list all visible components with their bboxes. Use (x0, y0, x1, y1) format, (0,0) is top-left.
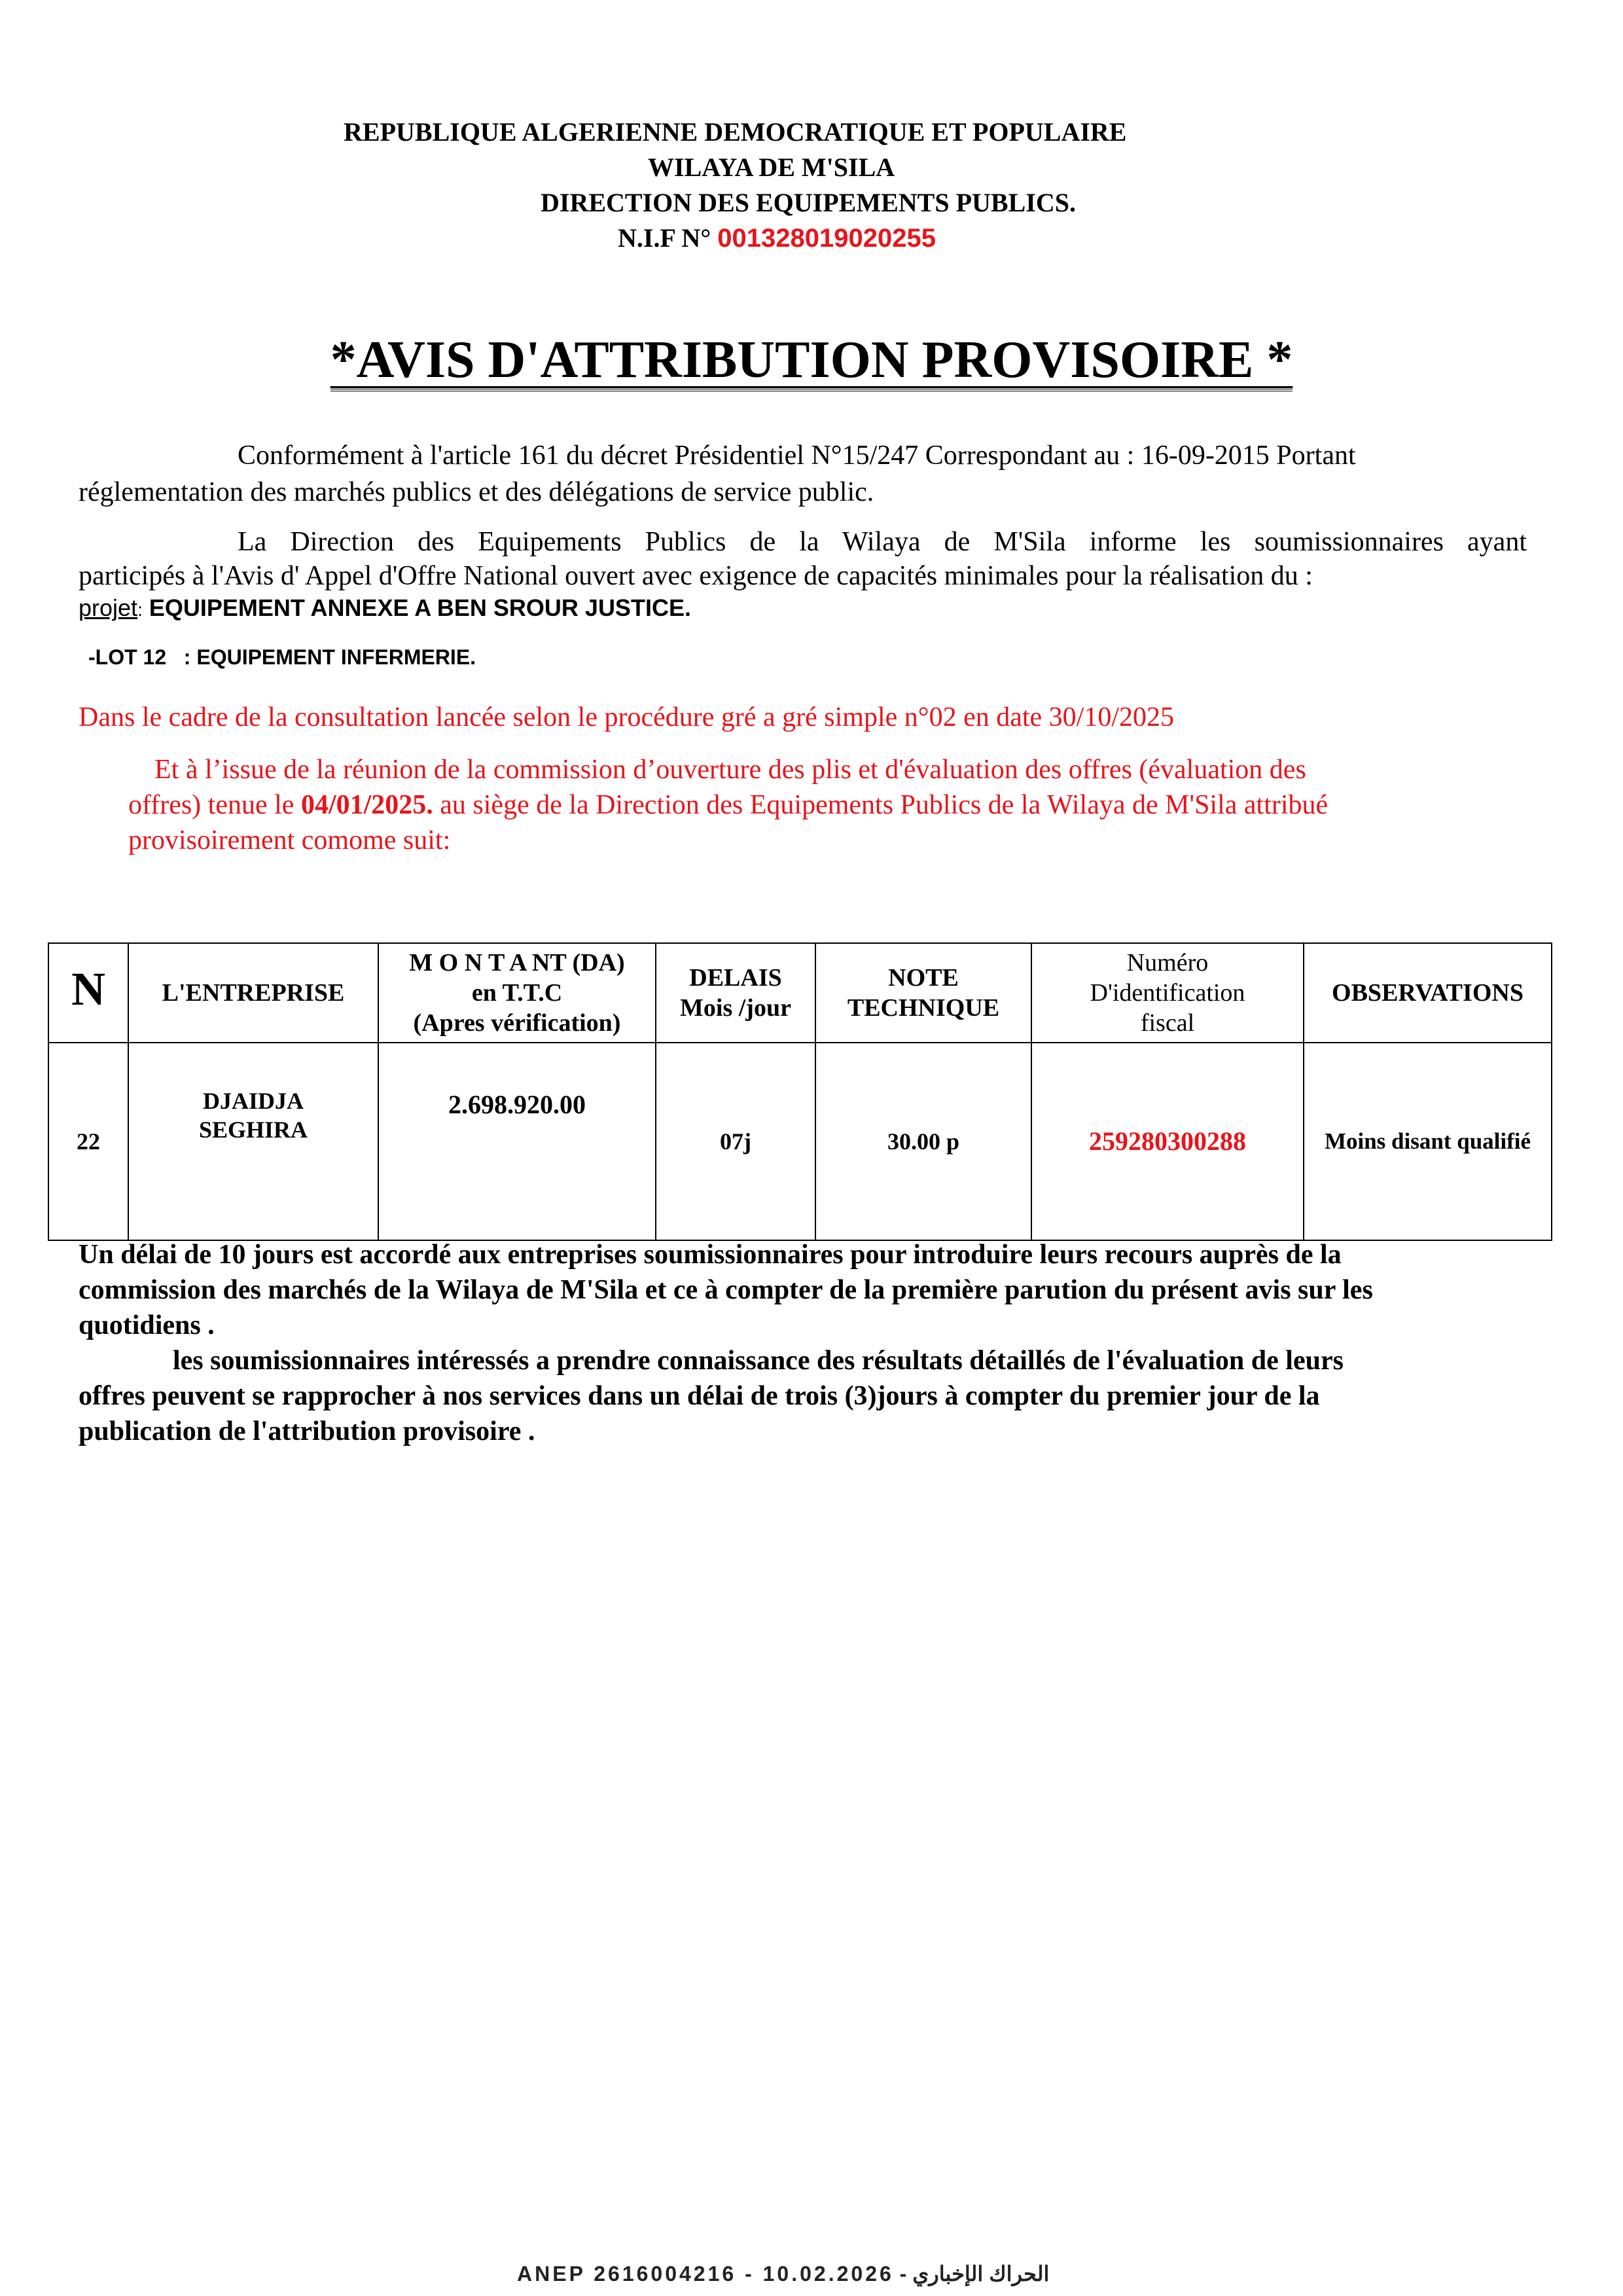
footer-anep: الحراك الإخباري - ANEP 2616004216 - 10.02.2026 (517, 2262, 1050, 2286)
meeting-date: 04/01/2025. (300, 790, 433, 820)
meeting-line-2 (128, 787, 1328, 823)
meeting-text-a: offres) tenue le (128, 790, 301, 820)
header-wilaya: WILAYA DE M'SILA (648, 152, 895, 182)
cell-nif: 259280300288 (1031, 1043, 1304, 1240)
cell-delais: 07j (656, 1043, 815, 1240)
cell-entreprise: DJAIDJA SEGHIRA (128, 1043, 378, 1240)
title-text: *AVIS D'ATTRIBUTION PROVISOIRE * (330, 331, 1293, 391)
lot-line: -LOT 12 : EQUIPEMENT INFERMERIE. (88, 645, 476, 669)
header-republic: REPUBLIQUE ALGERIENNE DEMOCRATIQUE ET POPULAIRE (344, 117, 1127, 147)
project-value: EQUIPEMENT ANNEXE A BEN SROUR JUSTICE. (142, 594, 691, 621)
cell-note: 30.00 p (815, 1043, 1031, 1240)
col-header-entreprise: L'ENTREPRISE (128, 943, 378, 1043)
delai-line-3: quotidiens . (79, 1310, 215, 1340)
project-label: projet (79, 594, 138, 621)
project-colon: : (137, 600, 143, 620)
consult-line-1: les soumissionnaires intéressés a prendre connaissance des résultats détaillés de l'évaluation de leurs (173, 1346, 1344, 1376)
cell-observations: Moins disant qualifié (1304, 1043, 1552, 1240)
table-header-row (48, 943, 1552, 1043)
meeting-text-b: au siège de la Direction des Equipements Publics de la Wilaya de M'Sila attribué (433, 790, 1329, 820)
info-line-2: participés à l'Avis d' Appel d'Offre National ouvert avec exigence de capacités minimales pour la réalisation du : (79, 561, 1313, 591)
col-header-observations: OBSERVATIONS (1304, 943, 1552, 1043)
consultation-line: Dans le cadre de la consultation lancée selon le procédure gré a gré simple n°02 en date 30/10/2025 (79, 702, 1175, 732)
consult-line-3: publication de l'attribution provisoire . (79, 1416, 535, 1446)
cell-n: 22 (48, 1043, 128, 1240)
col-header-nif: Numéro D'identification fiscal (1031, 943, 1304, 1043)
nif-value: 001328019020255 (717, 224, 936, 253)
intro-line-1: Conformément à l'article 161 du décret Présidentiel N°15/247 Correspondant au : 16-09-2015 Portant (238, 440, 1356, 471)
header-direction: DIRECTION DES EQUIPEMENTS PUBLICS. (541, 188, 1076, 217)
cell-montant: 2.698.920.00 (378, 1043, 656, 1240)
meeting-line-1: Et à l’issue de la réunion de la commission d’ouverture des plis et d'évaluation des offres (évaluation des (154, 755, 1306, 785)
attribution-table (48, 942, 1552, 1241)
meeting-line-3: provisoirement comome suit: (128, 825, 451, 855)
consult-line-2: offres peuvent se rapprocher à nos services dans un délai de trois (3)jours à compter du premier jour de la (79, 1381, 1320, 1411)
col-header-delais: DELAIS Mois /jour (656, 943, 815, 1043)
delai-line-2: commission des marchés de la Wilaya de M'Sila et ce à compter de la première parution du présent avis sur les (79, 1275, 1373, 1305)
col-header-montant: M O N T A NT (DA) en T.T.C (Apres vérification) (378, 943, 656, 1043)
project-line (79, 589, 691, 628)
table-row (48, 1043, 1552, 1240)
header-nif (618, 223, 936, 253)
col-header-note: NOTE TECHNIQUE (815, 943, 1031, 1043)
info-line-1: La Direction des Equipements Publics de la Wilaya de M'Sila informe les soumissionnaires ayant (238, 527, 1527, 557)
delai-line-1: Un délai de 10 jours est accordé aux entreprises soumissionnaires pour introduire leurs recours auprès de la (79, 1240, 1342, 1270)
page-title (0, 331, 1623, 390)
nif-label: N.I.F N° (618, 223, 718, 253)
col-header-n: N (48, 943, 128, 1043)
intro-line-2: réglementation des marchés publics et des délégations de service public. (79, 477, 874, 507)
